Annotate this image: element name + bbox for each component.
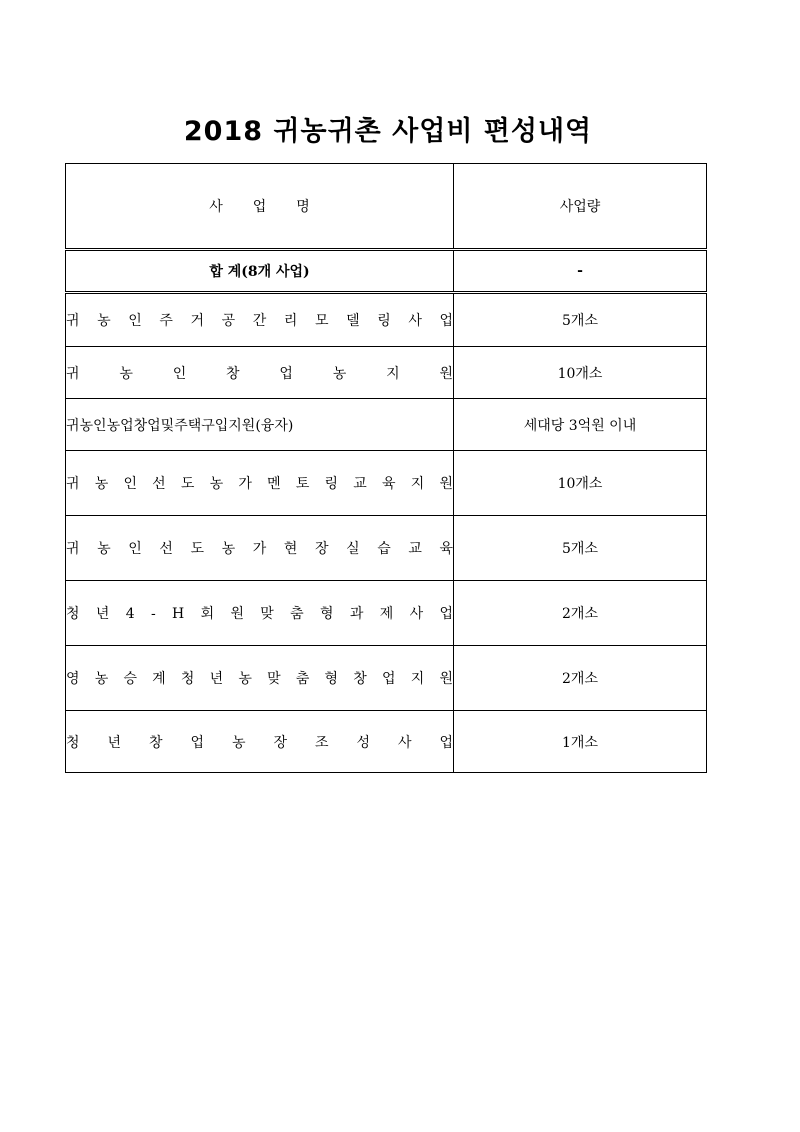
project-name: 영 농 승 계 청 년 농 맞 춤 형 창 업 지 원 <box>66 646 454 711</box>
project-name: 귀 농 인 선 도 농 가 멘 토 링 교 육 지 원 <box>66 451 454 516</box>
project-quantity: 2개소 <box>454 581 707 646</box>
table-header-row <box>66 164 707 250</box>
total-row <box>66 250 707 293</box>
table-row <box>66 399 707 451</box>
table-row <box>66 711 707 773</box>
table-row <box>66 347 707 399</box>
table-row <box>66 646 707 711</box>
total-quantity: - <box>454 250 707 293</box>
project-quantity: 10개소 <box>454 347 707 399</box>
document-title: 2018 귀농귀촌 사업비 편성내역 <box>183 116 593 147</box>
project-name: 귀농인농업창업및주택구입지원(융자) <box>66 399 454 451</box>
project-quantity: 5개소 <box>454 293 707 347</box>
column-header-quantity: 사업량 <box>454 164 707 250</box>
table-row <box>66 516 707 581</box>
project-quantity: 10개소 <box>454 451 707 516</box>
project-quantity: 1개소 <box>454 711 707 773</box>
budget-table <box>65 163 707 773</box>
table-row <box>66 451 707 516</box>
project-name: 청 년 창 업 농 장 조 성 사 업 <box>66 711 454 773</box>
project-name: 귀 농 인 주 거 공 간 리 모 델 링 사 업 <box>66 293 454 347</box>
project-name: 청 년 4 - H 회 원 맞 춤 형 과 제 사 업 <box>66 581 454 646</box>
total-label: 합 계(8개 사업) <box>66 250 454 293</box>
project-name: 귀 농 인 창 업 농 지 원 <box>66 347 454 399</box>
project-quantity: 세대당 3억원 이내 <box>454 399 707 451</box>
table-row <box>66 293 707 347</box>
column-header-project-name: 사업명 <box>66 164 454 250</box>
project-name: 귀 농 인 선 도 농 가 현 장 실 습 교 육 <box>66 516 454 581</box>
project-quantity: 5개소 <box>454 516 707 581</box>
project-quantity: 2개소 <box>454 646 707 711</box>
table-row <box>66 581 707 646</box>
